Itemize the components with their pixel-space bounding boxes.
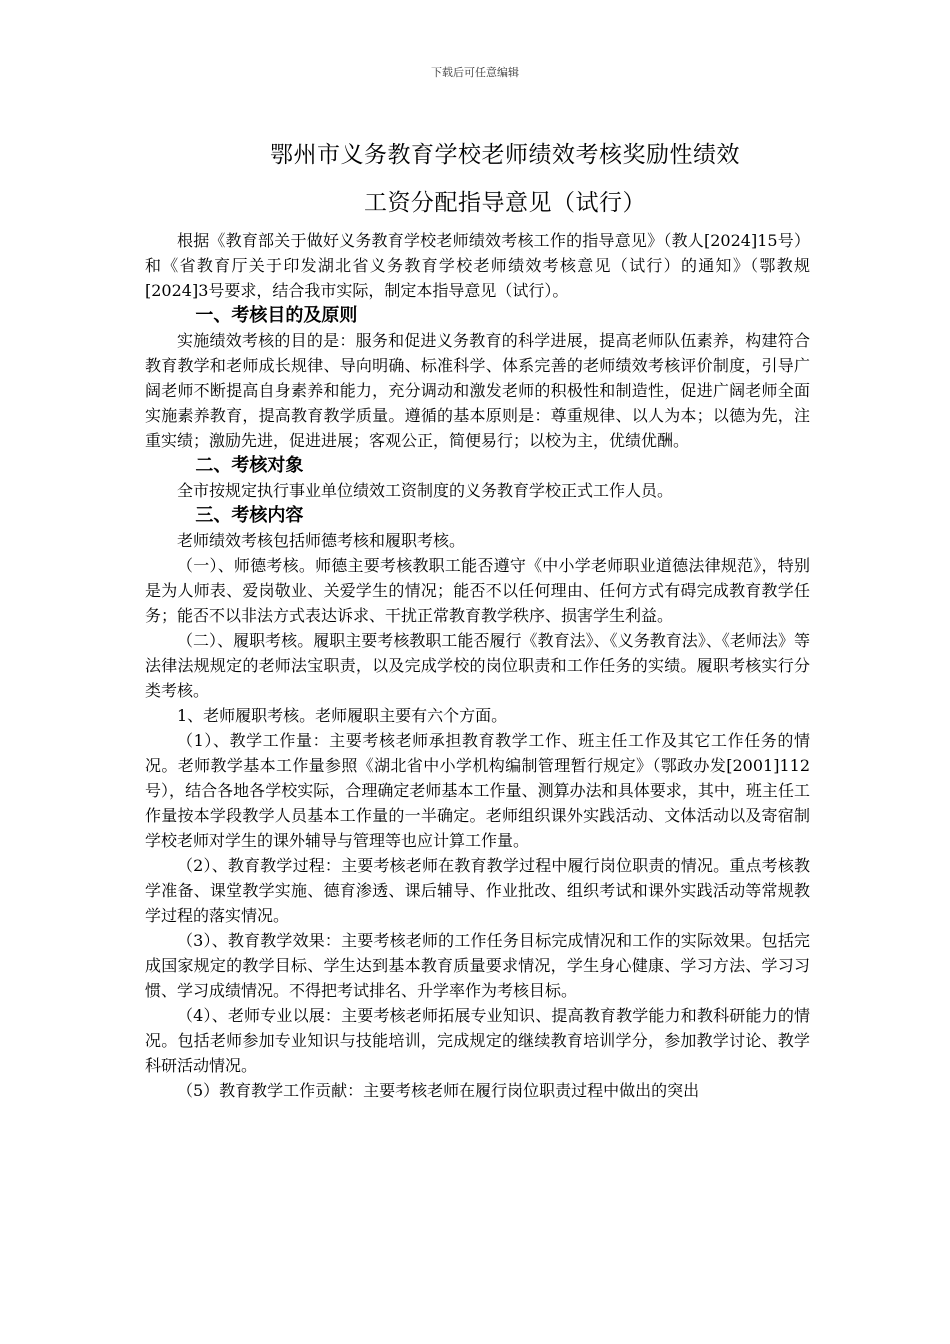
section-3-item-3: （3）、教育教学效果：主要考核老师的工作任务目标完成情况和工作的实际效果。包括完成国家规定的教学目标、学生达到基本教育质量要求情况，学生身心健康、学习方法、学习习惯、学习成绩情况。不得把考试排名、升学率作为考核目标。 (145, 931, 810, 1000)
section-3-item-2: （2）、教育教学过程：主要考核老师在教育教学过程中履行岗位职责的情况。重点考核教学准备、课堂教学实施、德育渗透、课后辅导、作业批改、组织考试和课外实践活动等常规教学过程的落实情况。 (145, 856, 810, 925)
section-3-item-1: （1）、教学工作量：主要考核老师承担教育教学工作、班主任工作及其它工作任务的情况。老师教学基本工作量参照《湖北省中小学机构编制管理暂行规定》（鄂政办发[2001]112号），结合各地各学校实际，合理确定老师基本工作量、测算办法和具体要求，其中，班主任工作量按本学段教学人员基本工作量的一半确定。老师组织课外实践活动、文体活动以及寄宿制学校老师对学生的课外辅导与管理等也应计算工作量。 (145, 731, 810, 850)
intro-paragraph: 根据《教育部关于做好义务教育学校老师绩效考核工作的指导意见》（教人[2024]15号）和《省教育厅关于印发湖北省义务教育学校老师绩效考核意见（试行）的通知》（鄂教规[2024]3号要求，结合我市实际，制定本指导意见（试行）。 (145, 231, 810, 300)
document-title-line-2: 工资分配指导意见（试行） (364, 190, 646, 216)
section-1-paragraph: 实施绩效考核的目的是：服务和促进义务教育的科学进展，提高老师队伍素养，构建符合教育教学和老师成长规律、导向明确、标准科学、体系完善的老师绩效考核评价制度，引导广阔老师不断提高自身素养和能力，充分调动和激发老师的积极性和制造性，促进广阔老师全面实施素养教育，提高教育教学质量。遵循的基本原则是：尊重规律、以人为本；以德为先，注重实绩；激励先进，促进进展；客观公正，简便易行；以校为主，优绩优酬。 (145, 331, 810, 450)
section-3-paragraph-4: 1、老师履职考核。老师履职主要有六个方面。 (177, 706, 508, 725)
section-2-heading: 二、考核对象 (195, 455, 304, 476)
document-body (145, 228, 810, 1103)
document-title-line-1: 鄂州市义务教育学校老师绩效考核奖励性绩效 (270, 142, 740, 168)
section-3-paragraph-2: （一）、师德考核。师德主要考核教职工能否遵守《中小学老师职业道德法律规范》，特别是为人师表、爱岗敬业、关爱学生的情况；能否不以任何理由、任何方式有碍完成教育教学任务；能否不以非法方式表达诉求、干扰正常教育教学秩序、损害学生利益。 (145, 556, 810, 625)
section-3-paragraph-3: （二）、履职考核。履职主要考核教职工能否履行《教育法》、《义务教育法》、《老师法》等法律法规规定的老师法宝职责，以及完成学校的岗位职责和工作任务的实绩。履职考核实行分类考核。 (145, 631, 810, 700)
section-1-heading: 一、考核目的及原则 (195, 305, 358, 326)
section-2-paragraph: 全市按规定执行事业单位绩效工资制度的义务教育学校正式工作人员。 (177, 481, 674, 500)
section-3-paragraph-1: 老师绩效考核包括师德考核和履职考核。 (177, 531, 466, 550)
header-note: 下载后可任意编辑 (431, 66, 519, 79)
section-3-item-5: （5）教育教学工作贡献：主要考核老师在履行岗位职责过程中做出的突出 (177, 1081, 700, 1100)
section-3-item-4: （4）、老师专业以展：主要考核老师拓展专业知识、提高教育教学能力和教科研能力的情况。包括老师参加专业知识与技能培训，完成规定的继续教育培训学分，参加教学讨论、教学科研活动情况。 (145, 1006, 810, 1075)
section-3-heading: 三、考核内容 (195, 505, 304, 526)
